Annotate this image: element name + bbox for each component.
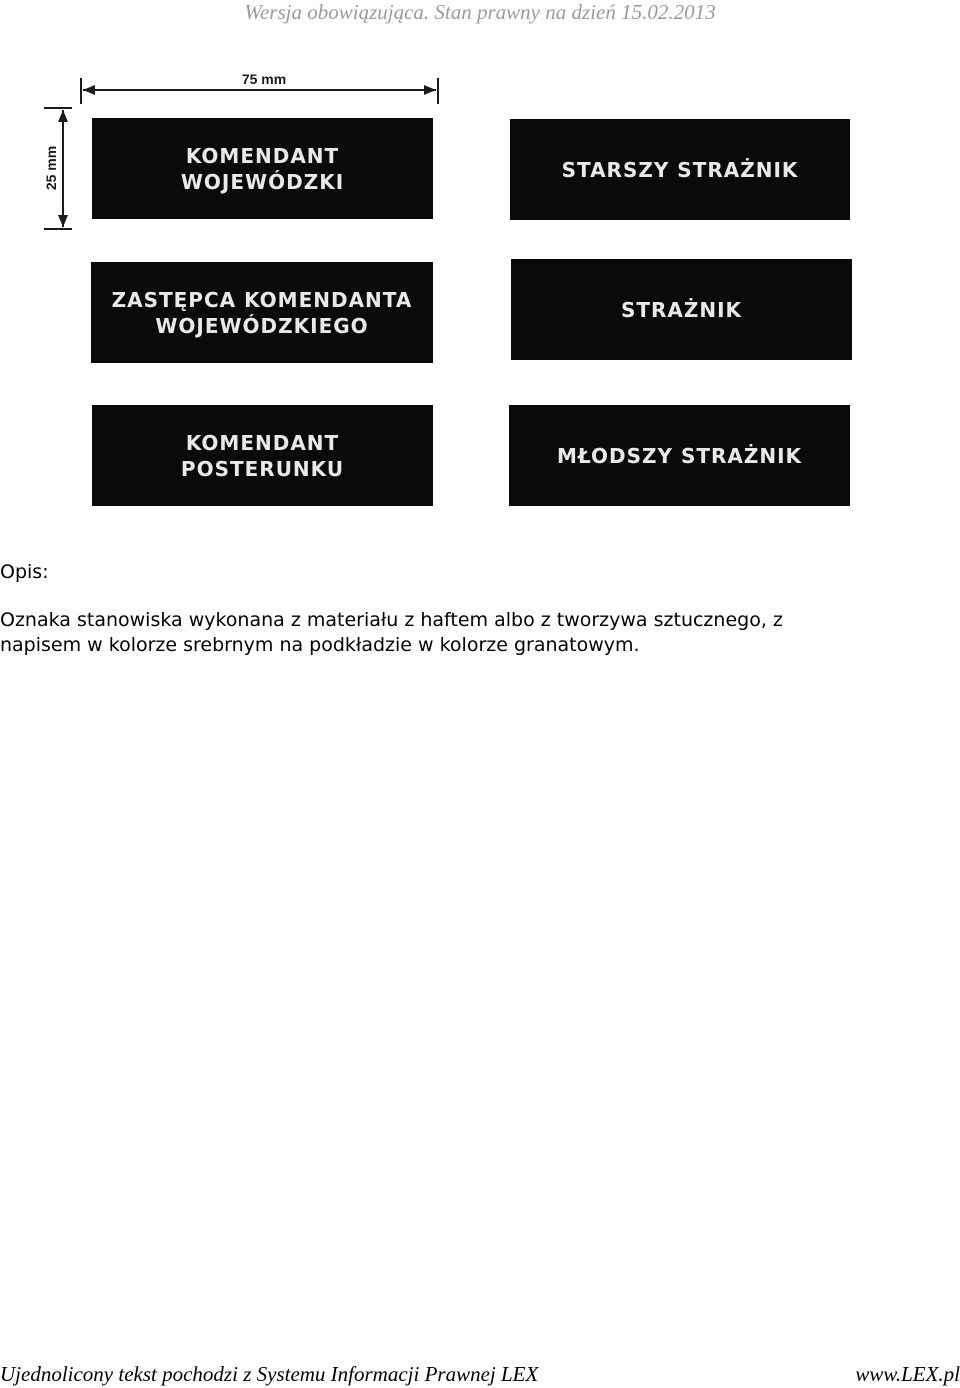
badge-line: KOMENDANT (185, 143, 340, 168)
description-line: Oznaka stanowiska wykonana z materiału z haftem albo z tworzywa sztucznego, z (0, 609, 783, 631)
description-line: napisem w kolorze srebrnym na podkładzie w kolorze granatowym. (0, 634, 640, 656)
badge-starszy-straznik (510, 119, 850, 220)
badge-line: ZASTĘPCA KOMENDANTA (111, 287, 413, 312)
badge-line: POSTERUNKU (180, 456, 345, 481)
badge-line: STRAŻNIK (620, 297, 743, 322)
badge-zastepca-komendanta-wojewodzkiego (91, 262, 433, 363)
badge-line: WOJEWÓDZKI (180, 169, 345, 194)
badge-komendant-posterunku (92, 405, 433, 506)
description-text (0, 608, 940, 658)
opis-label: Opis: (0, 561, 49, 583)
height-dimension-label: 25 mm (43, 145, 59, 191)
badge-line: KOMENDANT (185, 430, 340, 455)
badge-line: WOJEWÓDZKIEGO (155, 313, 369, 338)
badge-straznik (511, 259, 852, 360)
badge-line: STARSZY STRAŻNIK (561, 157, 799, 182)
footer-source-text: Ujednolicony tekst pochodzi z Systemu Informacji Prawnej LEX (0, 1362, 539, 1386)
badge-mlodszy-straznik (509, 405, 850, 506)
badge-line: MŁODSZY STRAŻNIK (556, 443, 803, 468)
width-dimension-label: 75 mm (241, 71, 287, 87)
footer-site-link[interactable]: www.LEX.pl (855, 1362, 960, 1386)
badge-figure (40, 64, 870, 514)
header-version-text: Wersja obowiązująca. Stan prawny na dzień 15.02.2013 (244, 0, 716, 24)
badge-komendant-wojewodzki (92, 118, 433, 219)
